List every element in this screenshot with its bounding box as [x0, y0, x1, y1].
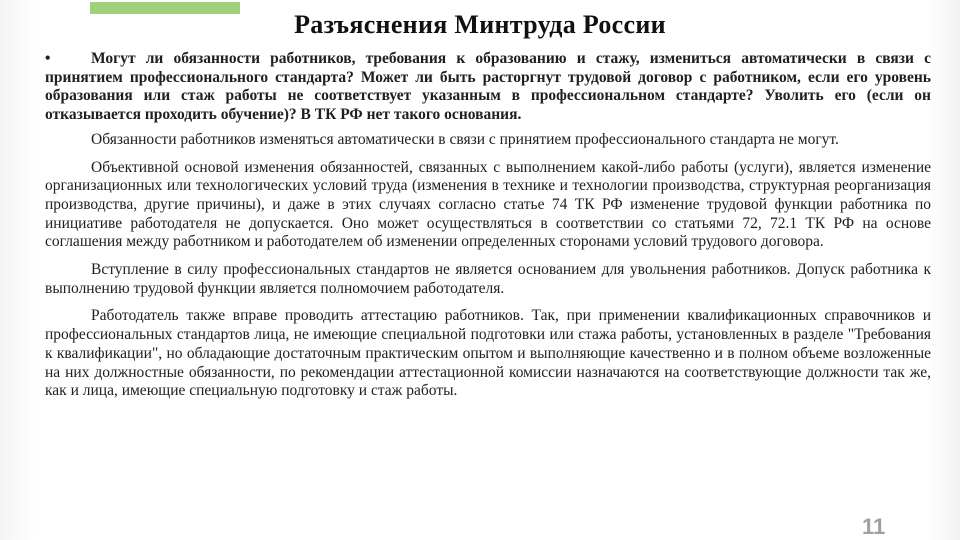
question-paragraph	[45, 50, 931, 125]
answer-paragraph-3: Вступление в силу профессиональных стандартов не является основанием для увольнения работников. Допуск работника к выполнению трудовой функции является полномочием работодателя.	[45, 261, 931, 297]
bullet-marker: •	[45, 50, 51, 67]
slide-body	[45, 50, 931, 401]
question-text: Могут ли обязанности работников, требования к образованию и стажу, измениться автоматически в связи с принятием профессионального стандарта? Может ли быть расторгнут трудовой договор с работником, если его уровень образования или стаж работы не соответствует указанным в профессиональном стандарте? Уволить его (если он отказывается проходить обучение)? В ТК РФ нет такого основания.	[45, 50, 931, 124]
slide-left-edge	[0, 0, 36, 540]
answer-paragraph-4: Работодатель также вправе проводить аттестацию работников. Так, при применении квалификационных справочников и профессиональных стандартов лица, не имеющие специальной подготовки или стажа работы, установленных в разделе "Требования к квалификации", но обладающие достаточным практическим опытом и выполняющие качественно и в полном объеме возложенные на них должностные обязанности, по рекомендации аттестационной комиссии назначаются на соответствующие должности так же, как и лица, имеющие специальную подготовку и стаж работы.	[45, 307, 931, 400]
answer-paragraph-2: Объективной основой изменения обязанностей, связанных с выполнением какой-либо работы (услуги), является изменение организационных или технологических условий труда (изменения в технике и технологии производства, структурная реорганизация производства, другие причины), и даже в этих случаях согласно статье 74 ТК РФ изменение трудовой функции работника по инициативе работодателя не допускается. Оно может осуществляться в соответствии со статьями 72, 72.1 ТК РФ на основе соглашения между работником и работодателем об изменении определенных сторонами условий трудового договора.	[45, 158, 931, 251]
page-number: 11	[862, 514, 886, 539]
slide-right-edge	[926, 0, 960, 540]
slide-title: Разъяснения Минтруда России	[294, 10, 666, 39]
answer-paragraph-1: Обязанности работников изменяться автоматически в связи с принятием профессионального стандарта не могут.	[91, 130, 839, 148]
